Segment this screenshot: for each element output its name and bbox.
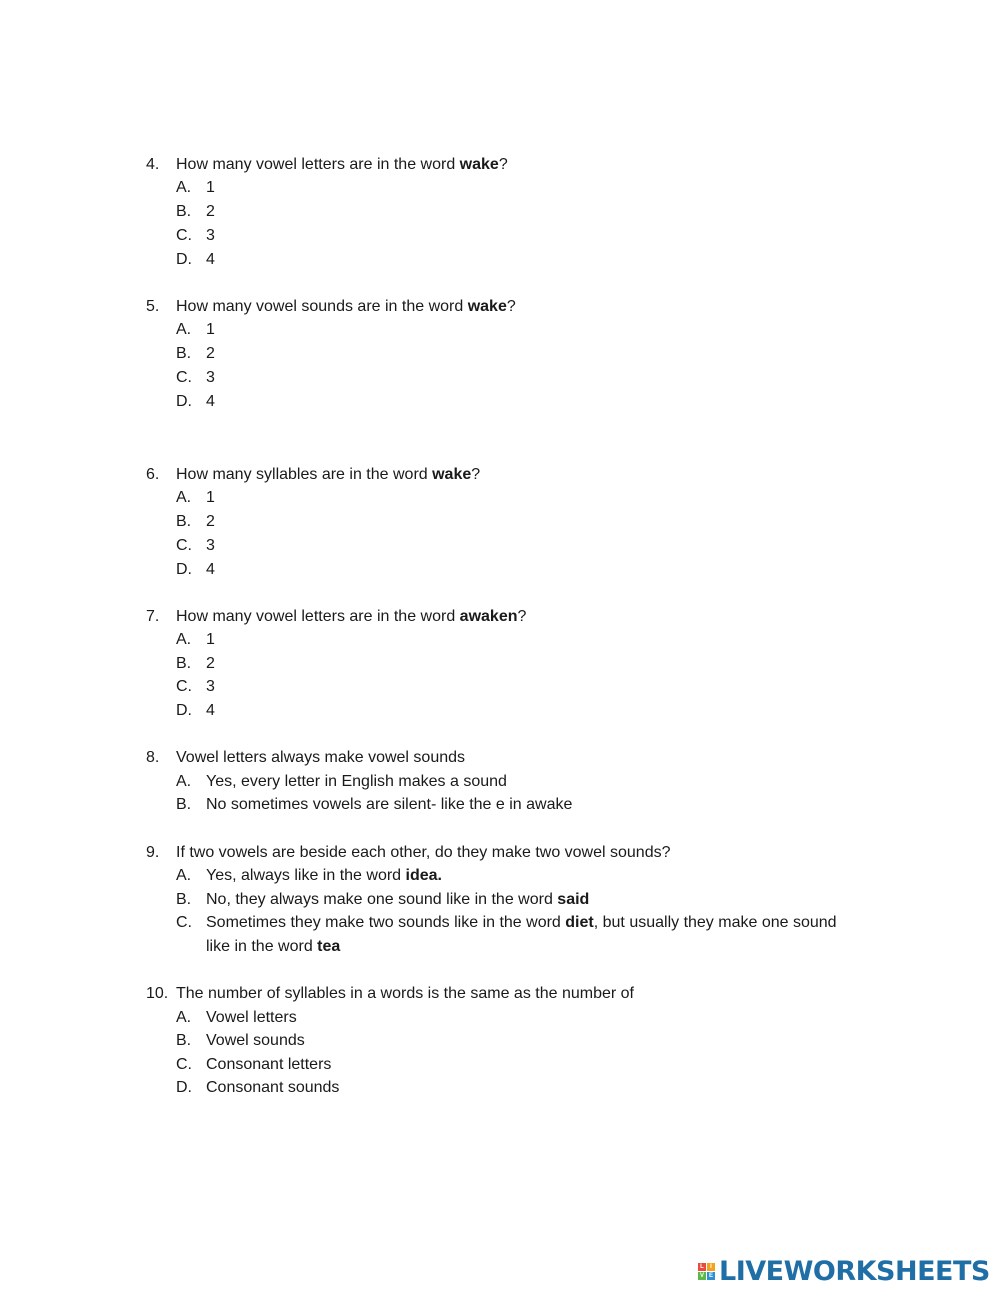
question-number: 8.	[146, 749, 160, 766]
liveworksheets-logo	[698, 1256, 990, 1286]
question-number: 9.	[146, 844, 160, 861]
question-number: 4.	[146, 156, 160, 173]
question-number: 10.	[146, 985, 169, 1002]
question-number: 6.	[146, 466, 160, 483]
question-number: 7.	[146, 608, 160, 625]
question-number: 5.	[146, 298, 160, 315]
question-text: If two vowels are beside each other, do they make two vowel sounds?	[176, 844, 671, 861]
question-text: Vowel letters always make vowel sounds	[176, 749, 466, 766]
question-text: How many vowel sounds are in the word wake?	[176, 298, 516, 315]
question-text: The number of syllables in a words is the same as the number of	[176, 985, 634, 1002]
question-text: How many syllables are in the word wake?	[176, 466, 481, 483]
question-text: How many vowel letters are in the word wake?	[176, 156, 508, 173]
logo-icon: L I V E	[699, 1263, 713, 1279]
question-text: How many vowel letters are in the word awaken?	[176, 608, 527, 625]
logo-text: LIVEWORKSHEETS	[719, 1255, 990, 1287]
worksheet-page: 4. How many vowel letters are in the word wake? A. 1 B. 2 C. 3 D. 4 5. How many vowel sounds are in the word wake? A. 1 B. 2 C. 3 D. 4 6. How many syllables are in the word wake? A. 1 B. 2 C. 3 D. 4 7. How many vowel letters are in the word awaken? A. 1 B. 2 C. 3 D. 4 8. Vowel letters always make vowel sounds A. Yes, every letter in English makes a sound B. No sometimes vowels are silent- like the e in awake 9. If two vowels are beside each other, do they make two vowel sounds? A. Yes, always like in the word idea. B. No, they always make one sound like in the word said C. Sometimes they make two sounds like in the word diet, but usually they make one sound like in the word tea 10. The number of syllables in a words is the same as the number of A. Vowel letters B. Vowel sounds C. Consonant letters D. Consonant sounds L I V E LIVEWORKSHEETS	[146, 156, 990, 1287]
